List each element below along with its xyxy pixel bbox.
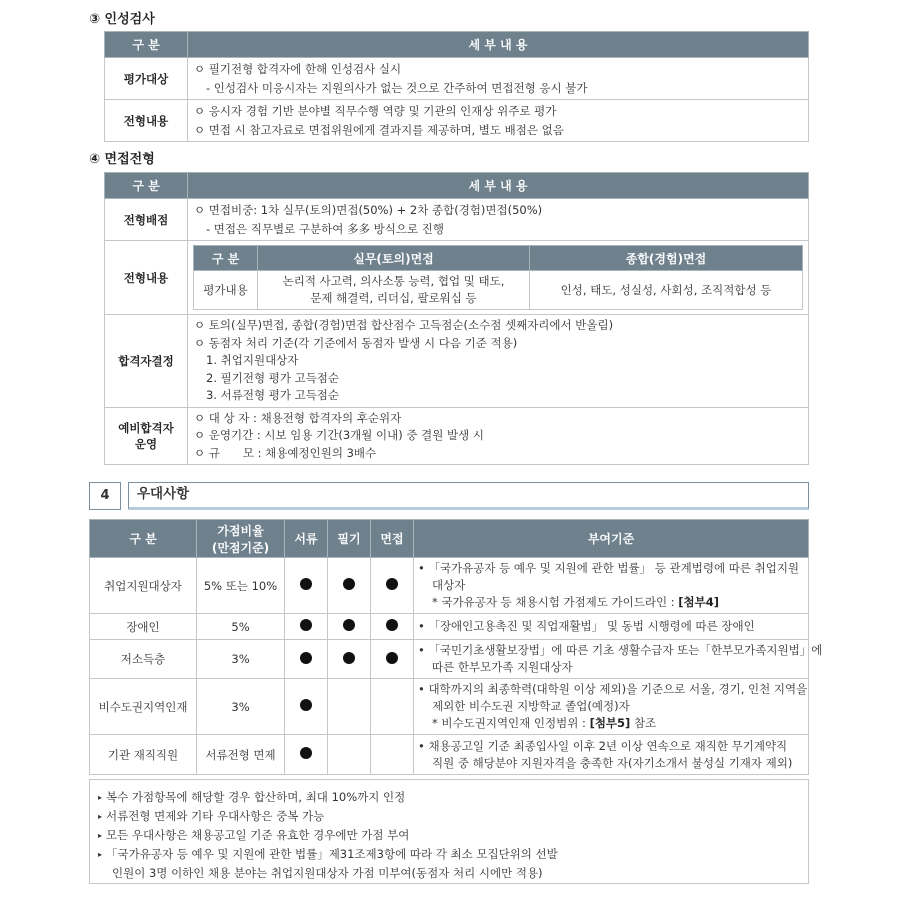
type-cell: 장애인 (90, 614, 197, 640)
interview-mark-cell (371, 614, 414, 640)
content-line: - 면접은 직무별로 구분하여 多多 방식으로 진행 (206, 221, 444, 236)
criteria-text: • 「국민기초생활보장법」에 따른 기초 생활수급자 또는「한부모가족지원법」에 (418, 643, 823, 657)
note-text: 서류전형 면제와 기타 우대사항은 중복 가능 (106, 809, 325, 823)
ratio-cell: 5% 또는 10% (197, 558, 285, 614)
header-document: 서류 (285, 520, 328, 558)
note-continuation: 인원이 3명 이하인 채용 분야는 취업지원대상자 가점 미부여(동점자 처리 시에만 적용) (112, 866, 543, 880)
header-ratio (197, 520, 285, 558)
filled-circle-icon (386, 578, 398, 590)
content-line: ㅇ 토의(실무)면접, 종합(경험)면접 합산점수 고득점순(소수점 셋째자리에서 반올림) (194, 318, 614, 332)
criteria-text: • 「장애인고용촉진 및 직업재활법」 및 동법 시행령에 따른 장애인 (418, 619, 755, 633)
document-mark-cell (285, 640, 328, 679)
filled-circle-icon (300, 747, 312, 759)
header-ratio-line: 가점비율 (217, 523, 264, 538)
row-content (188, 315, 809, 408)
row-label: 전형내용 (105, 100, 188, 142)
arrow-right-icon: ▸ (98, 831, 103, 840)
section-preference-title: 우대사항 (128, 482, 809, 510)
interview-mark-cell (371, 558, 414, 614)
content-line: ㅇ 면접 시 참고자료로 면접위원에게 결과지를 제공하며, 별도 배점은 없음 (194, 122, 564, 137)
criteria-cell (414, 614, 809, 640)
type-cell: 저소득층 (90, 640, 197, 679)
header-ratio-line: (만점기준) (211, 540, 270, 555)
section-interview-title: ④ 면접전형 (89, 152, 155, 167)
document-mark-cell (285, 735, 328, 775)
type-cell: 비수도권지역인재 (90, 679, 197, 735)
content-line: ㅇ 필기전형 합격자에 한해 인성검사 실시 (194, 62, 402, 76)
note-text: 복수 가점항목에 해당할 경우 합산하며, 최대 10%까지 인정 (106, 790, 406, 804)
preference-table (89, 519, 823, 775)
criteria-text: • 대학까지의 최종학력(대학원 이상 제외)을 기준으로 서울, 경기, 인천 지역을 (418, 682, 808, 696)
criteria-line (418, 738, 802, 755)
ratio-cell: 3% (197, 640, 285, 679)
filled-circle-icon (300, 699, 312, 711)
criteria-line (418, 659, 802, 676)
filled-circle-icon (300, 578, 312, 590)
criteria-text: 대상자 (432, 578, 466, 592)
criteria-cell (414, 558, 809, 614)
interview-mark-cell (371, 679, 414, 735)
content-line: ㅇ 동점자 처리 기준(각 기준에서 동점자 발생 시 다음 기준 적용) (194, 335, 518, 350)
subheader-comprehensive: 종합(경험)면접 (530, 246, 803, 271)
sub-row-label: 평가내용 (194, 271, 258, 310)
header-details: 세 부 내 용 (188, 32, 809, 58)
note-item (98, 807, 800, 826)
criteria-line (418, 618, 802, 635)
document-mark-cell (285, 679, 328, 735)
header-details: 세 부 내 용 (188, 173, 809, 199)
written-mark-cell (328, 679, 371, 735)
note-text: 모든 우대사항은 채용공고일 기준 유효한 경우에만 가점 부여 (106, 828, 410, 842)
filled-circle-icon (343, 578, 355, 590)
header-criteria: 부여기준 (414, 520, 809, 558)
filled-circle-icon (386, 652, 398, 664)
arrow-right-icon: ▸ (98, 793, 103, 802)
row-label: 전형배점 (105, 199, 188, 241)
header-written: 필기 (328, 520, 371, 558)
criteria-line (418, 698, 802, 715)
content-line: ㅇ 대 상 자 : 채용전형 합격자의 후순위자 (194, 410, 402, 425)
table-row (105, 407, 809, 465)
content-line: 문제 해결력, 리더십, 팔로워십 등 (310, 291, 477, 305)
content-line: ㅇ 면접비중: 1차 실무(토의)면접(50%) + 2차 종합(경험)면접(50%) (194, 203, 543, 217)
section-personality-title: ③ 인성검사 (89, 12, 155, 27)
table-row (90, 679, 809, 735)
header-category: 구 분 (105, 173, 188, 199)
header-interview: 면접 (371, 520, 414, 558)
criteria-text: 제외한 비수도권 지방학교 졸업(예정)자 (432, 699, 630, 713)
note-item (98, 826, 800, 845)
row-content (188, 199, 809, 241)
table-row (90, 614, 809, 640)
attachment-ref: [첨부5] (589, 716, 631, 730)
criteria-text: • 채용공고일 기준 최종입사일 이후 2년 이상 연속으로 재직한 무기계약직 (418, 738, 788, 753)
ratio-cell: 3% (197, 679, 285, 735)
table-row (90, 558, 809, 614)
written-mark-cell (328, 558, 371, 614)
subheader-category: 구 분 (194, 246, 258, 271)
attachment-ref: [첨부4] (678, 595, 720, 609)
arrow-right-icon: ▸ (98, 812, 103, 821)
section-number-box: 4 (89, 482, 121, 510)
criteria-text: 따른 한부모가족 지원대상자 (432, 660, 573, 674)
type-cell: 기관 재직직원 (90, 735, 197, 775)
row-content (188, 407, 809, 465)
table-row (105, 315, 809, 408)
criteria-line (418, 715, 802, 732)
content-line: 3. 서류전형 평가 고득점순 (206, 388, 340, 402)
label-line: 예비합격자 (118, 420, 174, 435)
criteria-line (418, 681, 808, 698)
criteria-text: * 국가유공자 등 채용시험 가점제도 가이드라인 : (432, 595, 679, 609)
filled-circle-icon (343, 652, 355, 664)
row-label: 전형내용 (105, 241, 188, 315)
filled-circle-icon (386, 619, 398, 631)
interview-eval-subtable (193, 245, 803, 310)
criteria-line (418, 577, 802, 594)
criteria-suffix: 참조 (630, 716, 657, 730)
personality-table (104, 31, 809, 142)
interview-table (104, 172, 809, 465)
note-item (98, 845, 800, 864)
ratio-cell: 5% (197, 614, 285, 640)
arrow-right-icon: ▸ (98, 850, 103, 859)
subheader-practical: 실무(토의)면접 (258, 246, 530, 271)
interview-mark-cell (371, 640, 414, 679)
header-category: 구 분 (105, 32, 188, 58)
criteria-text: 직원 중 해당분야 지원자격을 충족한 자(자기소개서 불성실 기재자 제외) (432, 755, 793, 770)
criteria-line (418, 755, 802, 772)
table-row (90, 640, 809, 679)
table-row (90, 735, 809, 775)
written-mark-cell (328, 640, 371, 679)
document-mark-cell (285, 558, 328, 614)
table-row (105, 100, 809, 142)
row-label: 합격자결정 (105, 315, 188, 408)
content-line: ㅇ 규 모 : 채용예정인원의 3배수 (194, 445, 377, 460)
interview-mark-cell (371, 735, 414, 775)
note-item (98, 788, 800, 807)
written-mark-cell (328, 735, 371, 775)
label-line: 운영 (134, 436, 158, 451)
row-content (188, 100, 809, 142)
table-row (105, 241, 809, 315)
content-line: ㅇ 운영기간 : 시보 임용 기간(3개월 이내) 중 결원 발생 시 (194, 428, 485, 442)
criteria-line (418, 594, 802, 611)
row-content (188, 241, 809, 315)
written-mark-cell (328, 614, 371, 640)
practical-criteria (258, 271, 530, 310)
document-mark-cell (285, 614, 328, 640)
criteria-line (418, 642, 823, 659)
criteria-cell (414, 679, 809, 735)
criteria-text: • 「국가유공자 등 예우 및 지원에 관한 법률」 등 관계법령에 따른 취업지원 (418, 561, 800, 575)
comprehensive-criteria: 인성, 태도, 성실성, 사회성, 조직적합성 등 (530, 271, 803, 310)
type-cell: 취업지원대상자 (90, 558, 197, 614)
criteria-line (418, 560, 802, 577)
criteria-cell (414, 735, 809, 775)
notes-box (89, 779, 809, 884)
table-row (105, 58, 809, 100)
content-line: 2. 필기전형 평가 고득점순 (206, 370, 340, 385)
filled-circle-icon (300, 619, 312, 631)
content-line: - 인성검사 미응시자는 지원의사가 없는 것으로 간주하여 면접전형 응시 불가 (206, 80, 588, 95)
table-row (105, 199, 809, 241)
header-type: 구 분 (90, 520, 197, 558)
content-line: 1. 취업지원대상자 (206, 353, 299, 367)
note-text: 「국가유공자 등 예우 및 지원에 관한 법률」제31조제3항에 따라 각 최소 모집단위의 선발 (106, 847, 558, 861)
content-line: 논리적 사고력, 의사소통 능력, 협업 및 태도, (282, 274, 505, 288)
criteria-cell (414, 640, 823, 679)
row-label: 평가대상 (105, 58, 188, 100)
ratio-cell: 서류전형 면제 (197, 735, 285, 775)
criteria-text: * 비수도권지역인재 인정범위 : (432, 716, 590, 730)
filled-circle-icon (343, 619, 355, 631)
row-label (105, 407, 188, 465)
row-content (188, 58, 809, 100)
filled-circle-icon (300, 652, 312, 664)
content-line: ㅇ 응시자 경험 기반 분야별 직무수행 역량 및 기관의 인재상 위주로 평가 (194, 104, 557, 118)
